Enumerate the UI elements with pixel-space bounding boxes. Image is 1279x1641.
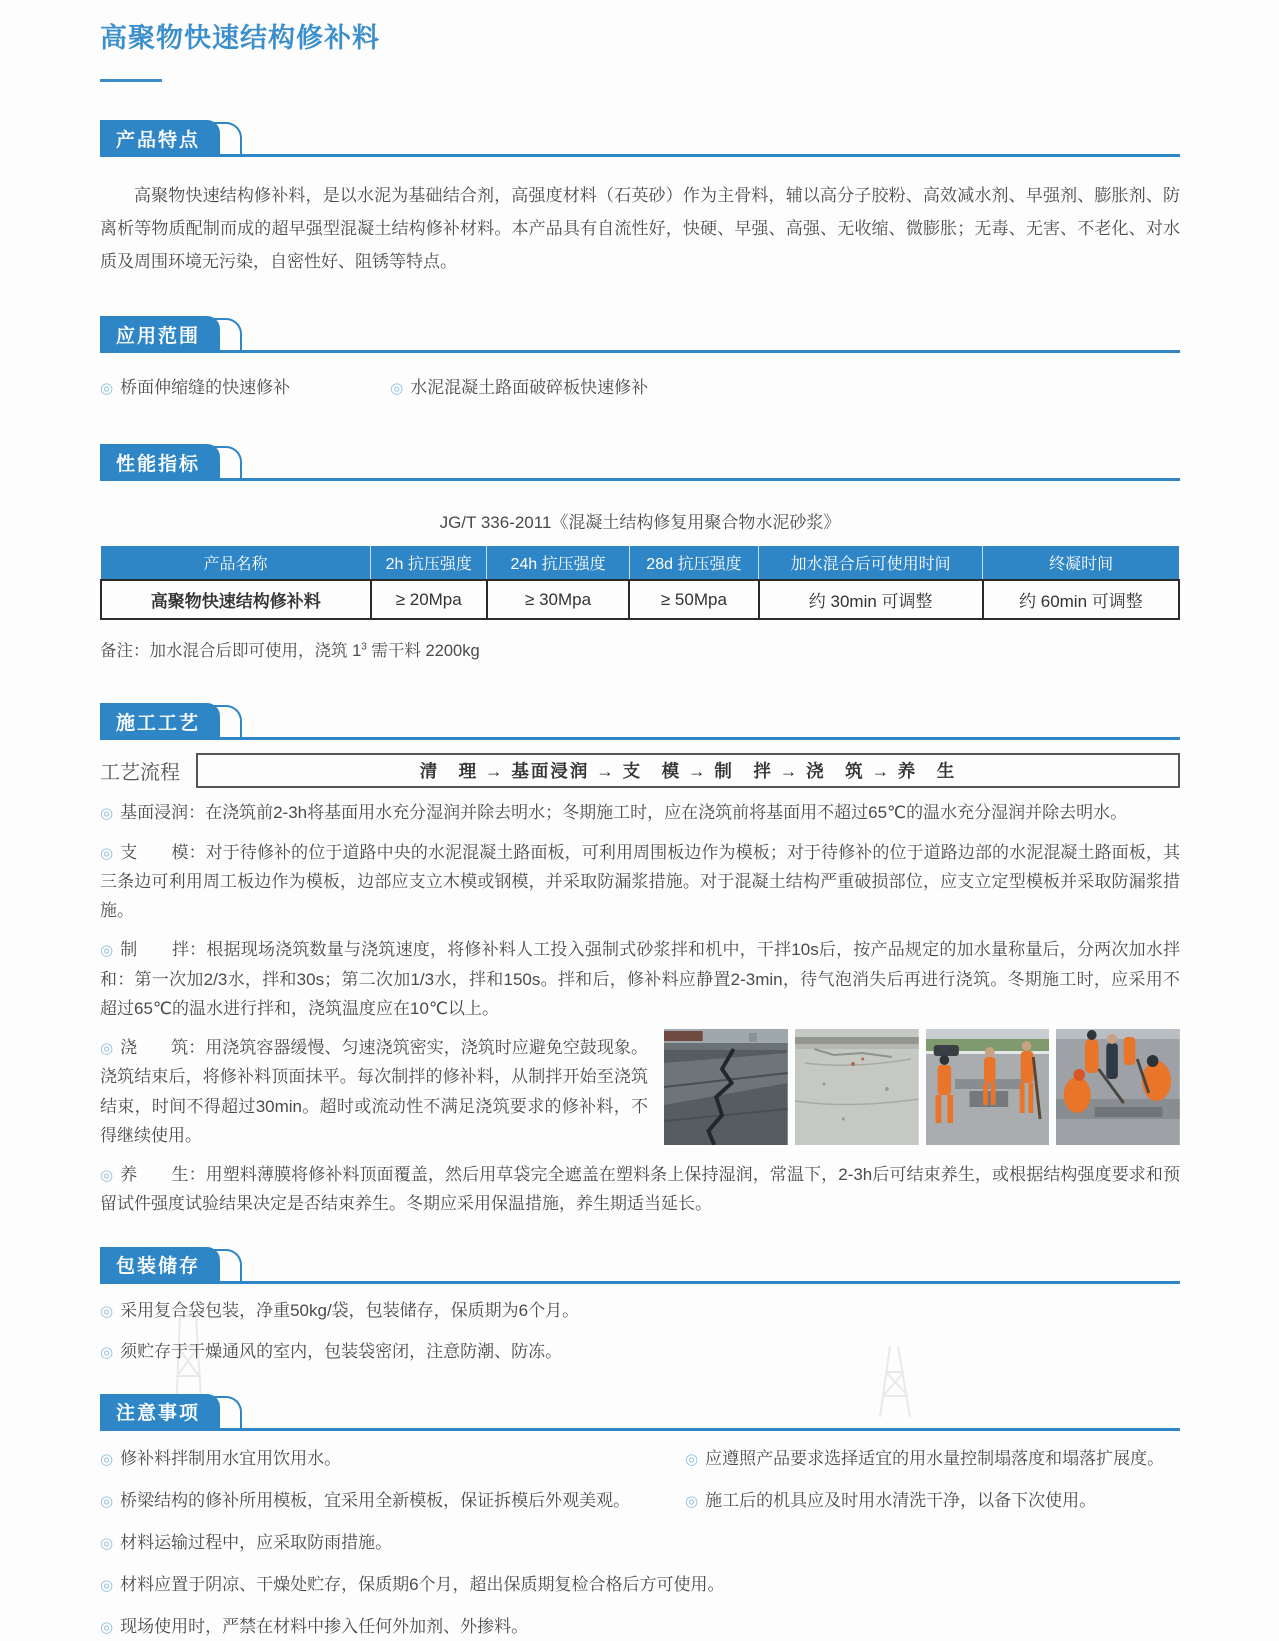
performance-table [100, 546, 1180, 620]
ring-bullet-icon: ◎ [100, 1534, 114, 1552]
process-flow-row [100, 753, 1180, 788]
table-note [100, 637, 1180, 661]
repair-pouring-crew-photo [1056, 1029, 1180, 1145]
ring-bullet-icon: ◎ [100, 1167, 114, 1185]
table-cell: ≥ 30Mpa [487, 580, 629, 619]
features-paragraph: 高聚物快速结构修补料，是以水泥为基础结合剂，高强度材料（石英砂）作为主骨料，辅以高分子胶粉、高效减水剂、早强剂、膨胀剂、防离析等物质配制而成的超早强型混凝土结构修补材料。本产品具有自流性好，快硬、早强、高强、无收缩、微膨胀；无毒、无害、不老化、对水质及周围环境无污染，自密性好、阻锈等特点。 [100, 186, 1180, 272]
notes-item-text: 修补料拌制用水宜用饮用水。 [120, 1448, 342, 1468]
application-item-text: 水泥混凝土路面破碎板快速修补 [410, 378, 649, 398]
ring-bullet-icon: ◎ [685, 1492, 699, 1510]
step-text: 对于待修补的位于道路中央的水泥混凝土路面板，可利用周围板边作为模板；对于待修补的位于道路边部的水泥混凝土路面板，其三条边可利用周工板边作为模板，边部应支立木模或钢模，并采取防漏浆措施。对于混凝土结构严重破损部位，应支立定型模板并采取防漏浆措施。 [100, 842, 1181, 921]
ring-bullet-icon: ◎ [100, 805, 114, 823]
step-term: 基面浸润： [120, 803, 206, 823]
packaging-section-header [100, 1245, 1180, 1284]
step-term: 养 生： [120, 1165, 206, 1185]
table-header-cell: 28d 抗压强度 [629, 546, 758, 580]
table-cell: 约 60min 可调整 [983, 580, 1179, 619]
ring-bullet-icon: ◎ [390, 380, 404, 398]
step-term: 制 拌： [120, 940, 207, 960]
section-notes [100, 1392, 1180, 1641]
header-rule [100, 1281, 1180, 1284]
table-cell: 约 30min 可调整 [759, 580, 983, 619]
table-row [101, 580, 1179, 619]
notes-section-header [100, 1392, 1180, 1431]
notes-item [100, 1445, 685, 1473]
section-application [100, 314, 1180, 402]
construction-photo-strip [664, 1029, 1180, 1145]
ring-bullet-icon: ◎ [100, 1576, 114, 1594]
ring-bullet-icon: ◎ [100, 1040, 114, 1058]
note-superscript: 3 [361, 641, 367, 653]
step-text: 用塑料薄膜将修补料顶面覆盖，然后用草袋完全遮盖在塑料条上保持湿润，常温下，2-3h后可结束养生，或根据结构强度要求和预留试件强度试验结果决定是否结束养生。冬期应采用保温措施，养生期适当延长。 [100, 1165, 1180, 1214]
road-repair-crew-photo [926, 1029, 1050, 1145]
step-text: 根据现场浇筑数量与浇筑速度，将修补料人工投入强制式砂浆拌和机中，干拌10s后，按产品规定的加水量称量后，分两次加水拌和：第一次加2/3水，拌和30s；第二次加1/3水，拌和150s。拌和后，修补料应静置2-3min，待气泡消失后再进行浇筑。冬期施工时，应采用不超过65℃的温水进行拌和，浇筑温度应在10℃以上。 [100, 940, 1180, 1018]
note-text: 备注：加水混合后即可使用，浇筑 1 [100, 642, 362, 661]
notes-item-text: 施工后的机具应及时用水清洗干净，以备下次使用。 [705, 1490, 1097, 1510]
notes-item [100, 1529, 1180, 1557]
ring-bullet-icon: ◎ [100, 844, 114, 862]
table-cell: ≥ 50Mpa [629, 580, 758, 619]
ring-bullet-icon: ◎ [100, 1302, 114, 1320]
construction-step [100, 838, 1180, 926]
notes-two-column-grid [100, 1431, 1180, 1515]
header-rule [100, 154, 1180, 157]
packaging-item-text: 须贮存于干燥通风的室内，包装袋密闭，注意防潮、防冻。 [120, 1341, 563, 1361]
section-construction [100, 701, 1180, 1218]
ring-bullet-icon: ◎ [100, 1343, 114, 1361]
application-item [100, 374, 290, 402]
header-rule [100, 478, 1180, 481]
ring-bullet-icon: ◎ [100, 1492, 114, 1510]
step-text: 在浇筑前2-3h将基面用水充分湿润并除去明水；冬期施工时，应在浇筑前将基面用不超过65℃的温水充分湿润并除去明水。 [205, 803, 1128, 823]
table-header-cell: 产品名称 [101, 546, 371, 580]
performance-section-header [100, 442, 1180, 481]
notes-item-text: 材料应置于阴凉、干燥处贮存，保质期6个月，超出保质期复检合格后方可使用。 [120, 1574, 725, 1594]
performance-heading: 性能指标 [100, 444, 220, 480]
notes-item-text: 桥梁结构的修补所用模板，宜采用全新模板，保证拆模后外观美观。 [120, 1490, 631, 1510]
table-header-cell: 24h 抗压强度 [487, 546, 629, 580]
header-rule [100, 350, 1180, 353]
step-term: 浇 筑： [120, 1038, 206, 1058]
title-underline [100, 79, 162, 82]
notes-item [685, 1487, 1180, 1515]
notes-item-text: 现场使用时，严禁在材料中掺入任何外加剂、外掺料。 [120, 1616, 529, 1636]
construction-section-header [100, 701, 1180, 740]
flow-label: 工艺流程 [100, 762, 180, 785]
packaging-item [100, 1338, 1180, 1366]
notes-heading: 注意事项 [100, 1394, 220, 1430]
application-heading: 应用范围 [100, 316, 220, 352]
notes-item [685, 1445, 1180, 1473]
notes-item-text: 应遵照产品要求选择适宜的用水量控制塌落度和塌落扩展度。 [705, 1448, 1165, 1468]
packaging-item-text: 采用复合袋包装，净重50kg/袋，包装储存，保质期为6个月。 [120, 1300, 580, 1320]
flow-sequence-box: 清 理 → 基面浸润 → 支 模 → 制 拌 → 浇 筑 → 养 生 [196, 753, 1180, 788]
header-rule [100, 737, 1180, 740]
page-title: 高聚物快速结构修补料 [100, 23, 380, 53]
notes-item [100, 1487, 685, 1515]
concrete-slab-crack-photo [795, 1029, 919, 1145]
packaging-item [100, 1297, 1180, 1325]
application-section-header [100, 314, 1180, 353]
pavement-crack-dark-photo [664, 1029, 788, 1145]
section-features [100, 118, 1180, 278]
table-cell-product-name: 高聚物快速结构修补料 [101, 580, 371, 619]
header-rule [100, 1428, 1180, 1431]
step-term: 支 模： [120, 842, 206, 862]
section-packaging [100, 1245, 1180, 1366]
table-header-cell: 加水混合后可使用时间 [759, 546, 983, 580]
ring-bullet-icon: ◎ [685, 1450, 699, 1468]
application-items [100, 374, 1180, 402]
ring-bullet-icon: ◎ [100, 942, 114, 960]
construction-step [100, 798, 1180, 827]
note-text: 需干料 2200kg [366, 642, 480, 661]
application-item [390, 374, 648, 402]
section-performance [100, 442, 1180, 661]
ring-bullet-icon: ◎ [100, 1618, 114, 1636]
ring-bullet-icon: ◎ [100, 380, 114, 398]
table-header-cell: 终凝时间 [983, 546, 1179, 580]
features-heading: 产品特点 [100, 120, 220, 156]
product-datasheet-page [0, 16, 1279, 1641]
notes-item [100, 1613, 1180, 1641]
notes-item-text: 材料运输过程中，应采取防雨措施。 [120, 1532, 393, 1552]
construction-heading: 施工工艺 [100, 703, 220, 739]
table-header-cell: 2h 抗压强度 [371, 546, 487, 580]
table-cell: ≥ 20Mpa [371, 580, 487, 619]
ring-bullet-icon: ◎ [100, 1450, 114, 1468]
packaging-heading: 包装储存 [100, 1247, 220, 1283]
standard-caption: JG/T 336-2011《混凝土结构修复用聚合物水泥砂浆》 [439, 513, 841, 533]
table-header-row [101, 546, 1179, 580]
features-section-header [100, 118, 1180, 157]
construction-step [100, 935, 1180, 1023]
step-text: 用浇筑容器缓慢、匀速浇筑密实，浇筑时应避免空鼓现象。浇筑结束后，将修补料顶面抹平。每次制拌的修补料，从制拌开始至浇筑结束，时间不得超过30min。超时或流动性不满足浇筑要求的修补料，不得继续使用。 [100, 1038, 649, 1145]
notes-item [100, 1571, 1180, 1599]
application-item-text: 桥面伸缩缝的快速修补 [120, 378, 291, 398]
construction-step [100, 1160, 1180, 1218]
